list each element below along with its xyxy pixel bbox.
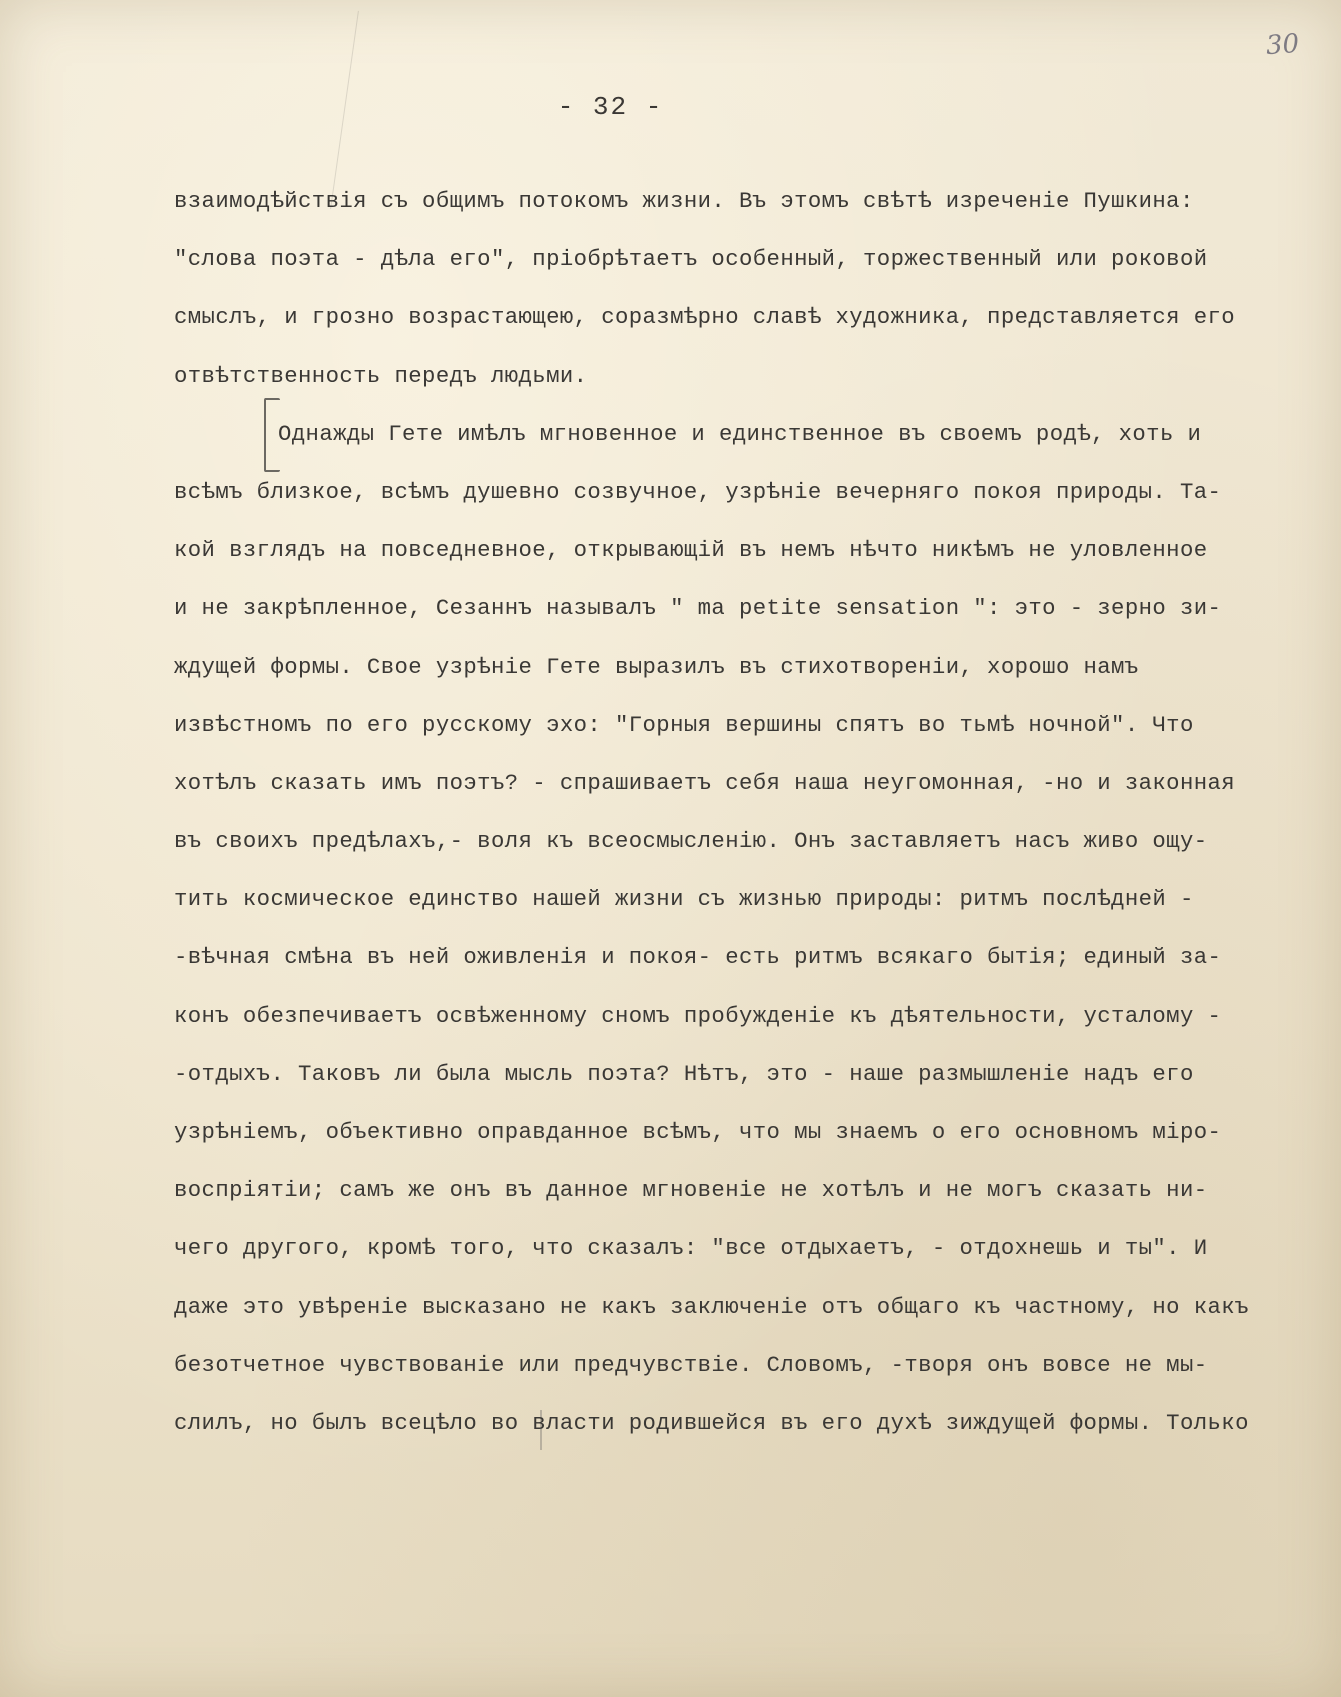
text-line: извѣстномъ по его русскому эхо: "Горныя вершины спятъ во тьмѣ ночной". Что: [174, 711, 1194, 738]
text-line: -отдыхъ. Таковъ ли была мысль поэта? Нѣтъ, это - наше размышленіе надъ его: [174, 1060, 1194, 1087]
text-line: кой взглядъ на повседневное, открывающій въ немъ нѣчто никѣмъ не уловленное: [174, 537, 1208, 564]
text-line: воспріятіи; самъ же онъ въ данное мгновеніе не хотѣлъ и не могъ сказать ни-: [174, 1177, 1208, 1204]
page-number: - 32 -: [557, 92, 664, 122]
text-line: ждущей формы. Свое узрѣніе Гете выразилъ въ стихотвореніи, хорошо намъ: [174, 653, 1139, 680]
text-line: узрѣніемъ, объективно оправданное всѣмъ, что мы знаемъ о его основномъ міро-: [174, 1119, 1222, 1145]
text-line: чего другого, кромѣ того, что сказалъ: "все отдыхаетъ, - отдохнешь и ты". И: [174, 1235, 1208, 1262]
text-line: и не закрѣпленное, Сезаннъ называлъ " ma petite sensation ": это - зерно зи-: [174, 595, 1222, 622]
text-line: всѣмъ близкое, всѣмъ душевно созвучное, узрѣніе вечерняго покоя природы. Та-: [174, 478, 1222, 505]
text-line: "слова поэта - дѣла его", пріобрѣтаетъ особенный, торжественный или роковой: [174, 246, 1208, 273]
text-line: конъ обезпечиваетъ освѣженному сномъ пробужденіе къ дѣятельности, усталому -: [174, 1002, 1222, 1029]
text-line: въ своихъ предѣлахъ,- воля къ всеосмысленію. Онъ заставляетъ насъ живо ощу-: [174, 828, 1208, 855]
text-line: -вѣчная смѣна въ ней оживленія и покоя- есть ритмъ всякаго бытія; единый за-: [174, 944, 1222, 971]
text-line: тить космическое единство нашей жизни съ жизнью природы: ритмъ послѣдней -: [174, 886, 1194, 913]
text-line: хотѣлъ сказать имъ поэтъ? - спрашиваетъ себя наша неугомонная, -но и законная: [174, 769, 1236, 796]
body-text: [174, 172, 1329, 1452]
text-line: слилъ, но былъ всецѣло во власти родившейся въ его духѣ зиждущей формы. Только: [174, 1409, 1249, 1436]
text-line: отвѣтственность передъ людьми.: [174, 362, 588, 389]
text-line: безотчетное чувствованіе или предчувствіе. Словомъ, -творя онъ вовсе не мы-: [174, 1351, 1208, 1378]
text-line: взаимодѣйствія съ общимъ потокомъ жизни. Въ этомъ свѣтѣ изреченіе Пушкина:: [174, 188, 1194, 214]
text-line: даже это увѣреніе высказано не какъ заключеніе отъ общаго къ частному, но какъ: [174, 1293, 1249, 1320]
text-line: Однажды Гете имѣлъ мгновенное и единственное въ своемъ родѣ, хоть и: [278, 420, 1202, 447]
text-line: смыслъ, и грозно возрастающею, соразмѣрно славѣ художника, представляется его: [174, 304, 1236, 331]
archive-folio-number: 30: [1264, 28, 1301, 62]
